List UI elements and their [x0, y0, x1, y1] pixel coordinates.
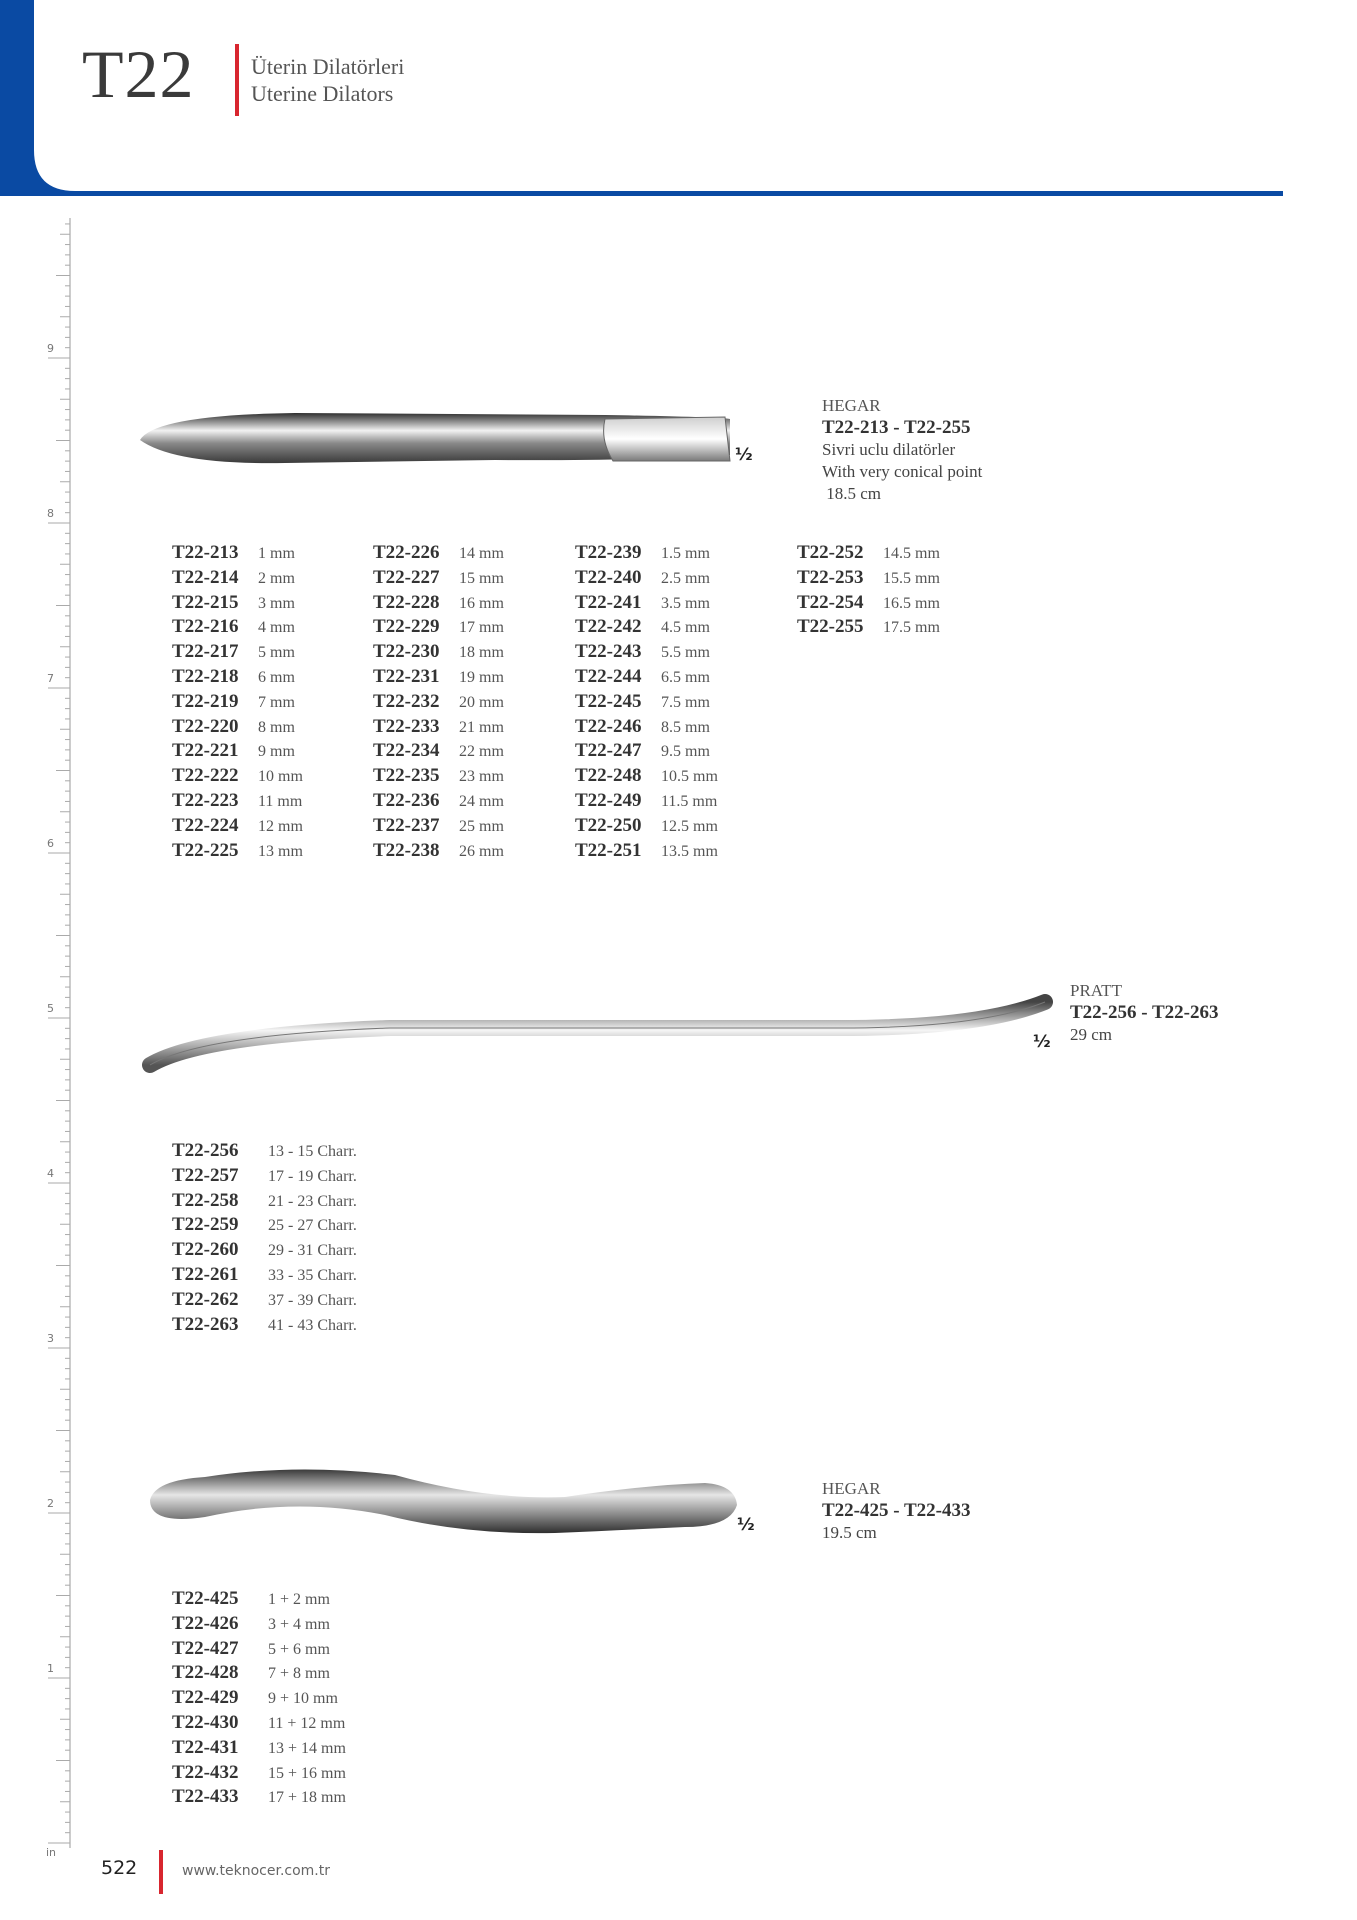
- table-row: [172, 1189, 357, 1214]
- table-row: [575, 814, 718, 839]
- product-code: T22-234: [373, 740, 440, 762]
- product-code: T22-229: [373, 616, 440, 638]
- table-row: [575, 591, 718, 616]
- product-code: T22-431: [172, 1736, 239, 1758]
- product-code: T22-236: [373, 789, 440, 811]
- table-row: [575, 640, 718, 665]
- table-row: [172, 814, 303, 839]
- product-code: T22-221: [172, 740, 239, 762]
- product-code: T22-228: [373, 591, 440, 613]
- product-code: T22-430: [172, 1711, 239, 1733]
- product-code: T22-218: [172, 665, 239, 687]
- scale-half-1: ½: [735, 445, 753, 465]
- product-size: 5.5 mm: [661, 644, 710, 662]
- product-code: T22-245: [575, 690, 642, 712]
- product-code: T22-258: [172, 1189, 239, 1211]
- product-code: T22-262: [172, 1288, 239, 1310]
- product-code: T22-232: [373, 690, 440, 712]
- table-row: [575, 615, 718, 640]
- table-row: [575, 764, 718, 789]
- product-size: 1.5 mm: [661, 545, 710, 562]
- product-code: T22-259: [172, 1214, 239, 1236]
- table-row: [172, 665, 303, 690]
- product-size: 4.5 mm: [661, 619, 710, 637]
- product-size: 21 mm: [459, 718, 504, 736]
- table-row: [172, 1263, 357, 1288]
- product-code: T22-238: [373, 839, 440, 861]
- product-code: T22-247: [575, 740, 642, 762]
- table-row: [172, 1587, 346, 1612]
- ruler-label: 6: [47, 837, 54, 850]
- product-size: 12 mm: [258, 817, 303, 835]
- ruler-label: 4: [47, 1167, 54, 1180]
- ruler-label: 9: [47, 342, 54, 355]
- scale-half-2: ½: [1033, 1032, 1051, 1052]
- product-length: 29 cm: [1070, 1025, 1113, 1044]
- title-turkish: Üterin Dilatörleri: [251, 54, 405, 79]
- product-code: T22-433: [172, 1786, 239, 1808]
- product-code: T22-249: [575, 789, 642, 811]
- code-column: [172, 541, 303, 863]
- table-row: [172, 1761, 346, 1786]
- table-row: [575, 665, 718, 690]
- product-code: T22-216: [172, 616, 239, 638]
- product-size: 21 - 23 Charr.: [268, 1192, 357, 1210]
- table-row: [172, 640, 303, 665]
- product-code: T22-217: [172, 641, 239, 663]
- table-row: [172, 1637, 346, 1662]
- product-code: T22-261: [172, 1263, 239, 1285]
- product-code: T22-263: [172, 1313, 239, 1335]
- product-code: T22-240: [575, 566, 642, 588]
- product-code: T22-220: [172, 715, 239, 737]
- header-divider: [235, 44, 239, 116]
- product-size: 13.5 mm: [661, 842, 718, 860]
- product-code: T22-256: [172, 1140, 239, 1161]
- table-row: [373, 665, 504, 690]
- product-size: 33 - 35 Charr.: [268, 1266, 357, 1284]
- product-name: HEGAR: [822, 396, 881, 415]
- table-row: [172, 1711, 346, 1736]
- product-range: T22-213 - T22-255: [822, 417, 971, 438]
- product-code: T22-213: [172, 542, 239, 563]
- product-size: 17.5 mm: [883, 619, 940, 637]
- product-code: T22-252: [797, 542, 864, 563]
- product-desc-en: With very conical point: [822, 462, 983, 481]
- product-size: 20 mm: [459, 693, 504, 711]
- table-row: [172, 690, 303, 715]
- product-size: 10 mm: [258, 768, 303, 786]
- chapter-code: T22: [82, 36, 195, 112]
- ruler-label: 7: [47, 672, 54, 685]
- table-row: [575, 690, 718, 715]
- table-row: [373, 690, 504, 715]
- product-size: 3 mm: [258, 594, 295, 612]
- product-size: 8 mm: [258, 718, 295, 736]
- product-size: 6 mm: [258, 668, 295, 686]
- product-size: 41 - 43 Charr.: [268, 1316, 357, 1334]
- product-size: 23 mm: [459, 768, 504, 786]
- product-code: T22-257: [172, 1164, 239, 1186]
- product-code: T22-432: [172, 1761, 239, 1783]
- product-code: T22-426: [172, 1612, 239, 1634]
- product-size: 16 mm: [459, 594, 504, 612]
- table-row: [797, 615, 940, 640]
- product-size: 11 mm: [258, 792, 303, 810]
- table-row: [575, 839, 718, 864]
- product-size: 12.5 mm: [661, 817, 718, 835]
- product-code: T22-246: [575, 715, 642, 737]
- product-size: 25 - 27 Charr.: [268, 1217, 357, 1235]
- product-size: 37 - 39 Charr.: [268, 1291, 357, 1309]
- table-row: [172, 541, 303, 566]
- table-row: [373, 541, 504, 566]
- product-name: PRATT: [1070, 981, 1122, 1000]
- code-column: [575, 541, 718, 863]
- product-size: 1 + 2 mm: [268, 1591, 330, 1608]
- product-size: 13 mm: [258, 842, 303, 860]
- product-code: T22-224: [172, 814, 239, 836]
- table-row: [172, 715, 303, 740]
- table-row: [575, 566, 718, 591]
- code-column: [373, 541, 504, 863]
- product-size: 7 + 8 mm: [268, 1665, 330, 1683]
- product-size: 8.5 mm: [661, 718, 710, 736]
- product-code: T22-226: [373, 542, 440, 563]
- table-row: [373, 764, 504, 789]
- table-row: [172, 1736, 346, 1761]
- product-size: 9 mm: [258, 743, 295, 761]
- table-row: [172, 789, 303, 814]
- table-row: [172, 1313, 357, 1338]
- product-code: T22-427: [172, 1637, 239, 1659]
- product-code: T22-219: [172, 690, 239, 712]
- product-code: T22-428: [172, 1662, 239, 1684]
- product-size: 15.5 mm: [883, 569, 940, 587]
- product-length: 18.5 cm: [822, 484, 882, 503]
- table-row: [172, 1661, 346, 1686]
- product-size: 26 mm: [459, 842, 504, 860]
- table-row: [373, 615, 504, 640]
- title-english: Uterine Dilators: [251, 81, 394, 106]
- footer-divider: [159, 1850, 163, 1894]
- product-size: 25 mm: [459, 817, 504, 835]
- table-row: [172, 839, 303, 864]
- product-code: T22-242: [575, 616, 642, 638]
- table-row: [373, 789, 504, 814]
- product-size: 14 mm: [459, 545, 504, 562]
- table-row: [172, 739, 303, 764]
- product-size: 14.5 mm: [883, 545, 940, 562]
- product-size: 7.5 mm: [661, 693, 710, 711]
- table-row: [575, 789, 718, 814]
- website-url: www.teknocer.com.tr: [182, 1863, 330, 1879]
- ruler-label: 2: [47, 1497, 54, 1510]
- product-size: 17 - 19 Charr.: [268, 1167, 357, 1185]
- ruler-label: 5: [47, 1002, 54, 1015]
- table-row: [373, 715, 504, 740]
- table-row: [172, 615, 303, 640]
- table-row: [797, 566, 940, 591]
- inch-ruler: [42, 218, 74, 1848]
- table-row: [373, 814, 504, 839]
- product-size: 10.5 mm: [661, 768, 718, 786]
- product-name: HEGAR: [822, 1479, 881, 1498]
- product-code: T22-239: [575, 542, 642, 563]
- product-code: T22-429: [172, 1687, 239, 1709]
- product-info-hegar-conical: [822, 395, 982, 505]
- product-code: T22-230: [373, 641, 440, 663]
- product-code: T22-237: [373, 814, 440, 836]
- product-size: 13 - 15 Charr.: [268, 1143, 357, 1160]
- code-column: [172, 1587, 346, 1810]
- table-row: [373, 839, 504, 864]
- hegar-conical-dilator-image: [135, 405, 735, 475]
- code-column: [172, 1139, 357, 1337]
- product-code: T22-243: [575, 641, 642, 663]
- product-desc-tr: Sivri uclu dilatörler: [822, 440, 956, 459]
- table-row: [373, 591, 504, 616]
- pratt-dilator-image: [140, 990, 1060, 1080]
- product-code: T22-251: [575, 839, 642, 861]
- table-row: [172, 1139, 357, 1164]
- hegar-double-dilator-image: [145, 1455, 745, 1550]
- table-row: [172, 1785, 346, 1810]
- product-info-hegar-double: [822, 1478, 970, 1544]
- product-code: T22-214: [172, 566, 239, 588]
- product-code: T22-248: [575, 765, 642, 787]
- scale-half-3: ½: [737, 1515, 755, 1535]
- product-size: 6.5 mm: [661, 668, 710, 686]
- product-size: 3.5 mm: [661, 594, 710, 612]
- product-size: 2 mm: [258, 569, 295, 587]
- product-code: T22-425: [172, 1588, 239, 1609]
- product-code: T22-227: [373, 566, 440, 588]
- ruler-label: 1: [47, 1662, 54, 1675]
- product-code: T22-233: [373, 715, 440, 737]
- product-size: 9.5 mm: [661, 743, 710, 761]
- table-row: [575, 541, 718, 566]
- product-size: 18 mm: [459, 644, 504, 662]
- product-size: 5 mm: [258, 644, 295, 662]
- product-size: 9 + 10 mm: [268, 1690, 338, 1708]
- product-code: T22-255: [797, 616, 864, 638]
- product-length: 19.5 cm: [822, 1523, 877, 1542]
- product-code: T22-241: [575, 591, 642, 613]
- ruler-label: 3: [47, 1332, 54, 1345]
- table-row: [172, 1164, 357, 1189]
- product-size: 11.5 mm: [661, 792, 718, 810]
- product-size: 13 + 14 mm: [268, 1739, 346, 1757]
- product-size: 11 + 12 mm: [268, 1714, 346, 1732]
- table-row: [373, 739, 504, 764]
- table-row: [373, 640, 504, 665]
- product-size: 19 mm: [459, 668, 504, 686]
- page-number: 522: [101, 1857, 138, 1879]
- product-size: 29 - 31 Charr.: [268, 1242, 357, 1260]
- product-code: T22-215: [172, 591, 239, 613]
- product-size: 15 + 16 mm: [268, 1764, 346, 1782]
- product-range: T22-425 - T22-433: [822, 1500, 971, 1521]
- product-size: 17 + 18 mm: [268, 1789, 346, 1807]
- product-size: 2.5 mm: [661, 569, 710, 587]
- ruler-unit-label: in: [46, 1846, 57, 1859]
- product-code: T22-231: [373, 665, 440, 687]
- product-code: T22-222: [172, 765, 239, 787]
- product-size: 7 mm: [258, 693, 295, 711]
- product-size: 16.5 mm: [883, 594, 940, 612]
- table-row: [575, 715, 718, 740]
- product-code: T22-244: [575, 665, 642, 687]
- table-row: [172, 1238, 357, 1263]
- table-row: [172, 1288, 357, 1313]
- product-size: 22 mm: [459, 743, 504, 761]
- product-range: T22-256 - T22-263: [1070, 1002, 1219, 1023]
- product-info-pratt: [1070, 980, 1218, 1046]
- table-row: [373, 566, 504, 591]
- table-row: [797, 541, 940, 566]
- table-row: [575, 739, 718, 764]
- product-size: 17 mm: [459, 619, 504, 637]
- product-code: T22-254: [797, 591, 864, 613]
- product-size: 5 + 6 mm: [268, 1640, 330, 1658]
- product-code: T22-253: [797, 566, 864, 588]
- table-row: [172, 1686, 346, 1711]
- table-row: [172, 566, 303, 591]
- product-code: T22-225: [172, 839, 239, 861]
- product-code: T22-223: [172, 789, 239, 811]
- product-size: 24 mm: [459, 792, 504, 810]
- product-size: 1 mm: [258, 545, 295, 562]
- table-row: [172, 1612, 346, 1637]
- product-code: T22-250: [575, 814, 642, 836]
- table-row: [172, 1213, 357, 1238]
- code-column: [797, 541, 940, 640]
- ruler-label: 8: [47, 507, 54, 520]
- product-code: T22-235: [373, 765, 440, 787]
- product-size: 4 mm: [258, 619, 295, 637]
- product-size: 3 + 4 mm: [268, 1615, 330, 1633]
- product-code: T22-260: [172, 1239, 239, 1261]
- table-row: [172, 591, 303, 616]
- table-row: [797, 591, 940, 616]
- product-size: 15 mm: [459, 569, 504, 587]
- table-row: [172, 764, 303, 789]
